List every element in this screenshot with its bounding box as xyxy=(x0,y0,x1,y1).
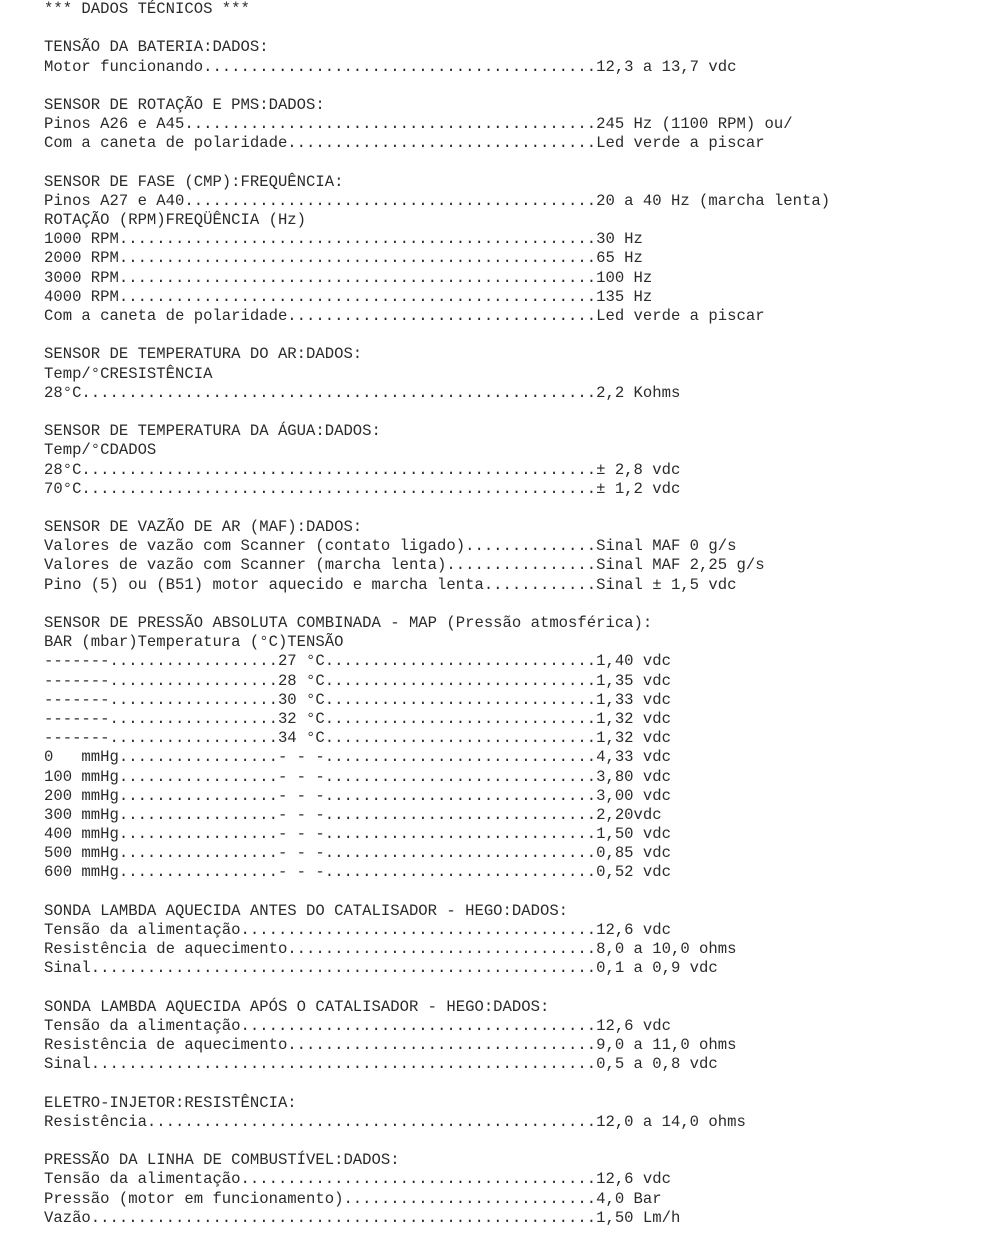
text-line: Temp/°CRESISTÊNCIA xyxy=(44,364,213,383)
text-line: -------..................32 °C.............................1,32 vdc xyxy=(44,709,671,728)
blank-line xyxy=(44,595,830,614)
text-line: TENSÃO DA BATERIA:DADOS: xyxy=(44,38,269,57)
text-line: Resistência de aquecimento.................................9,0 a 11,0 ohms xyxy=(44,1036,737,1055)
blank-line xyxy=(44,326,830,345)
text-line: Pinos A27 e A40............................................20 a 40 Hz (marcha lenta) xyxy=(44,191,831,210)
text-line: Com a caneta de polaridade.................................Led verde a piscar xyxy=(44,134,765,153)
blank-line xyxy=(44,19,830,38)
text-line: Motor funcionando..........................................12,3 a 13,7 vdc xyxy=(44,57,737,76)
technical-data-document xyxy=(44,0,830,1228)
blank-line xyxy=(44,403,830,422)
text-line: Com a caneta de polaridade.................................Led verde a piscar xyxy=(44,307,765,325)
text-line: Temp/°CDADOS xyxy=(44,441,157,460)
text-line: SENSOR DE TEMPERATURA DO AR:DADOS: xyxy=(44,345,363,364)
blank-line xyxy=(44,883,830,902)
text-line: 28°C.......................................................2,2 Kohms xyxy=(44,383,681,402)
blank-line xyxy=(44,979,830,998)
text-line: *** DADOS TÉCNICOS *** xyxy=(44,0,250,18)
text-line: SENSOR DE FASE (CMP):FREQUÊNCIA: xyxy=(44,172,344,191)
text-line: Tensão da alimentação......................................12,6 vdc xyxy=(44,921,671,939)
blank-line xyxy=(44,499,830,518)
text-line: SENSOR DE PRESSÃO ABSOLUTA COMBINADA - MAP (Pressão atmosférica): xyxy=(44,614,653,632)
text-line: 200 mmHg.................- - -.............................3,00 vdc xyxy=(44,786,671,805)
text-line: SENSOR DE TEMPERATURA DA ÁGUA:DADOS: xyxy=(44,422,381,441)
text-line: -------..................27 °C.............................1,40 vdc xyxy=(44,652,671,671)
text-line: 28°C.......................................................± 2,8 vdc xyxy=(44,460,681,479)
text-line: 100 mmHg.................- - -.............................3,80 vdc xyxy=(44,767,671,786)
text-line: Sinal......................................................0,5 a 0,8 vdc xyxy=(44,1055,718,1074)
text-line: SENSOR DE ROTAÇÃO E PMS:DADOS: xyxy=(44,95,325,114)
text-line: -------..................34 °C.............................1,32 vdc xyxy=(44,729,671,748)
text-line: Vazão......................................................1,50 Lm/h xyxy=(44,1208,681,1227)
text-line: SENSOR DE VAZÃO DE AR (MAF):DADOS: xyxy=(44,518,363,537)
text-line: PRESSÃO DA LINHA DE COMBUSTÍVEL:DADOS: xyxy=(44,1151,400,1170)
text-line: 400 mmHg.................- - -.............................1,50 vdc xyxy=(44,825,671,844)
text-line: 2000 RPM...................................................65 Hz xyxy=(44,249,643,268)
text-line: 3000 RPM...................................................100 Hz xyxy=(44,268,653,287)
text-line: 500 mmHg.................- - -.............................0,85 vdc xyxy=(44,844,671,863)
text-line: Valores de vazão com Scanner (contato ligado)..............Sinal MAF 0 g/s xyxy=(44,537,737,556)
text-line: SONDA LAMBDA AQUECIDA ANTES DO CATALISADOR - HEGO:DADOS: xyxy=(44,901,569,920)
text-line: 600 mmHg.................- - -.............................0,52 vdc xyxy=(44,863,671,882)
blank-line xyxy=(44,154,830,173)
text-line: Tensão da alimentação......................................12,6 vdc xyxy=(44,1170,671,1189)
blank-line xyxy=(44,77,830,96)
text-line: BAR (mbar)Temperatura (°C)TENSÃO xyxy=(44,633,344,652)
text-line: Tensão da alimentação......................................12,6 vdc xyxy=(44,1016,671,1035)
text-line: 300 mmHg.................- - -.............................2,20vdc xyxy=(44,805,662,824)
text-line: ELETRO-INJETOR:RESISTÊNCIA: xyxy=(44,1093,297,1112)
text-line: Sinal......................................................0,1 a 0,9 vdc xyxy=(44,959,718,978)
text-line: -------..................30 °C.............................1,33 vdc xyxy=(44,690,671,709)
text-line: Pinos A26 e A45............................................245 Hz (1100 RPM) ou/ xyxy=(44,115,793,134)
text-line: -------..................28 °C.............................1,35 vdc xyxy=(44,671,671,690)
text-line: Valores de vazão com Scanner (marcha lenta)................Sinal MAF 2,25 g/s xyxy=(44,556,765,575)
text-line: ROTAÇÃO (RPM)FREQÜÊNCIA (Hz) xyxy=(44,211,307,230)
text-line: Pressão (motor em funcionamento)...........................4,0 Bar xyxy=(44,1189,662,1208)
text-line: Resistência de aquecimento.................................8,0 a 10,0 ohms xyxy=(44,940,737,959)
text-line: Resistência................................................12,0 a 14,0 ohms xyxy=(44,1112,746,1131)
text-line: SONDA LAMBDA AQUECIDA APÓS O CATALISADOR - HEGO:DADOS: xyxy=(44,997,550,1016)
blank-line xyxy=(44,1075,830,1094)
text-line: 70°C.......................................................± 1,2 vdc xyxy=(44,479,681,498)
text-line: 1000 RPM...................................................30 Hz xyxy=(44,230,643,249)
text-line: 0 mmHg.................- - -.............................4,33 vdc xyxy=(44,748,671,767)
text-line: Pino (5) ou (B51) motor aquecido e marcha lenta............Sinal ± 1,5 vdc xyxy=(44,575,737,594)
blank-line xyxy=(44,1132,830,1151)
text-line: 4000 RPM...................................................135 Hz xyxy=(44,287,653,306)
